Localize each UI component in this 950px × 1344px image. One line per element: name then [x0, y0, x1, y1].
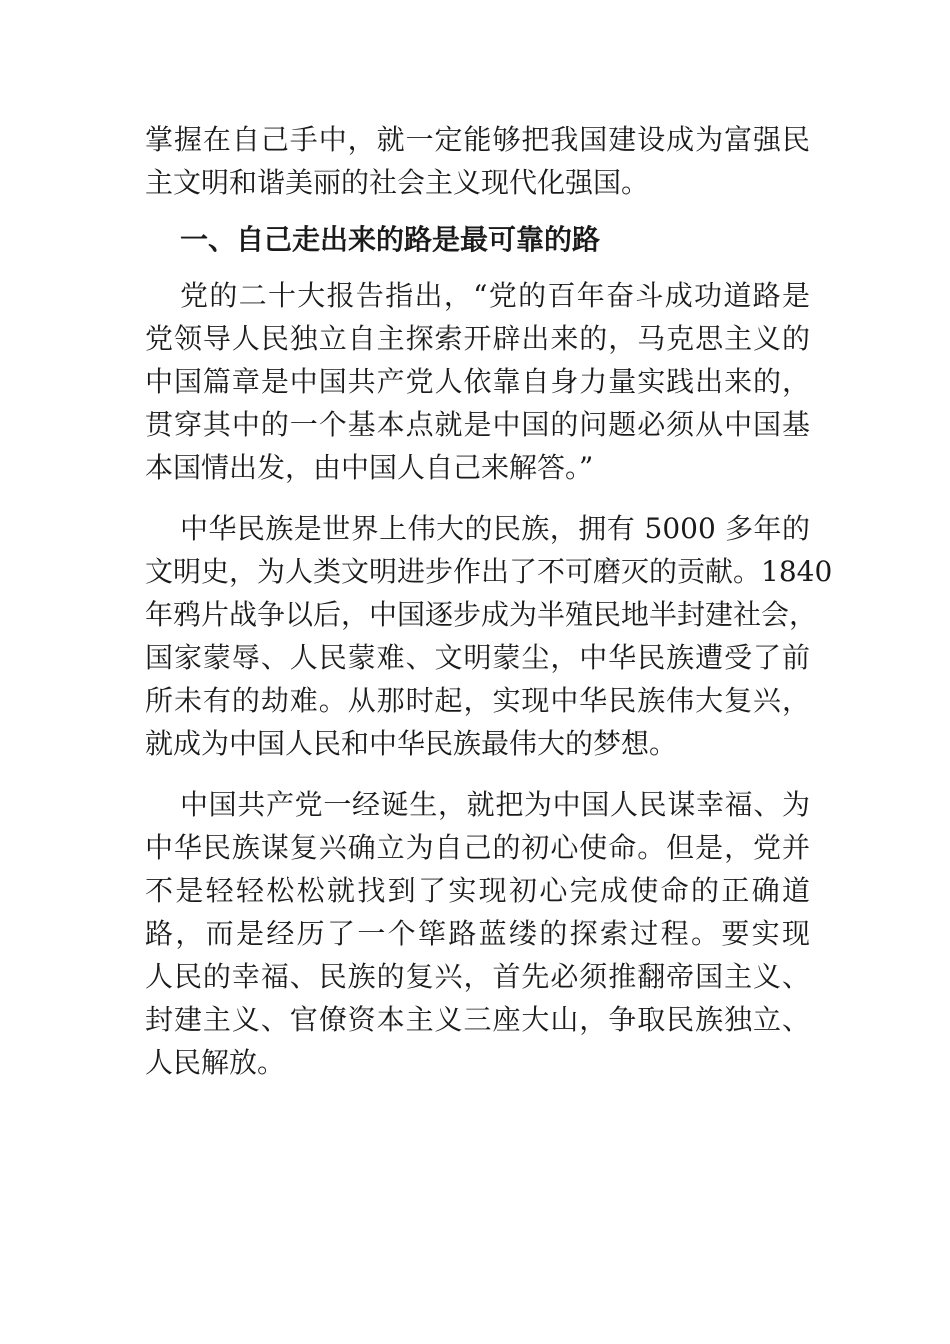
- para3-line: 不是轻轻松松就找到了实现初心完成使命的正确道: [145, 874, 810, 907]
- para1-line: 中国篇章是中国共产党人依靠自身力量实践出来的，: [145, 365, 810, 398]
- para3-line: 人民的幸福、民族的复兴，首先必须推翻帝国主义、: [145, 960, 810, 993]
- para1-line: 本国情出发，由中国人自己来解答。”: [145, 451, 594, 484]
- intro-line: 主文明和谐美丽的社会主义现代化强国。: [145, 166, 650, 199]
- para3-line: 路，而是经历了一个筚路蓝缕的探索过程。要实现: [145, 917, 810, 950]
- para2-line: 中华民族是世界上伟大的民族，拥有 5000 多年的: [180, 512, 810, 545]
- intro-line: 掌握在自己手中，就一定能够把我国建设成为富强民: [145, 123, 810, 156]
- para1-line: 贯穿其中的一个基本点就是中国的问题必须从中国基: [145, 408, 810, 441]
- para2-line: 所未有的劫难。从那时起，实现中华民族伟大复兴，: [145, 684, 810, 717]
- para3-line: 中华民族谋复兴确立为自己的初心使命。但是，党并: [145, 831, 810, 864]
- para2-line: 国家蒙辱、人民蒙难、文明蒙尘，中华民族遭受了前: [145, 641, 810, 674]
- section-heading: 一、自己走出来的路是最可靠的路: [180, 223, 601, 256]
- para3-line: 中国共产党一经诞生，就把为中国人民谋幸福、为: [180, 788, 810, 821]
- para3-line: 人民解放。: [145, 1046, 286, 1079]
- para1-line: 党的二十大报告指出，“党的百年奋斗成功道路是: [180, 279, 810, 312]
- para2-line: 文明史，为人类文明进步作出了不可磨灭的贡献。1840: [145, 555, 833, 588]
- para2-line: 年鸦片战争以后，中国逐步成为半殖民地半封建社会，: [145, 598, 818, 631]
- para2-line: 就成为中国人民和中华民族最伟大的梦想。: [145, 727, 678, 760]
- para1-line: 党领导人民独立自主探索开辟出来的，马克思主义的: [145, 322, 810, 355]
- para3-line: 封建主义、官僚资本主义三座大山，争取民族独立、: [145, 1003, 810, 1036]
